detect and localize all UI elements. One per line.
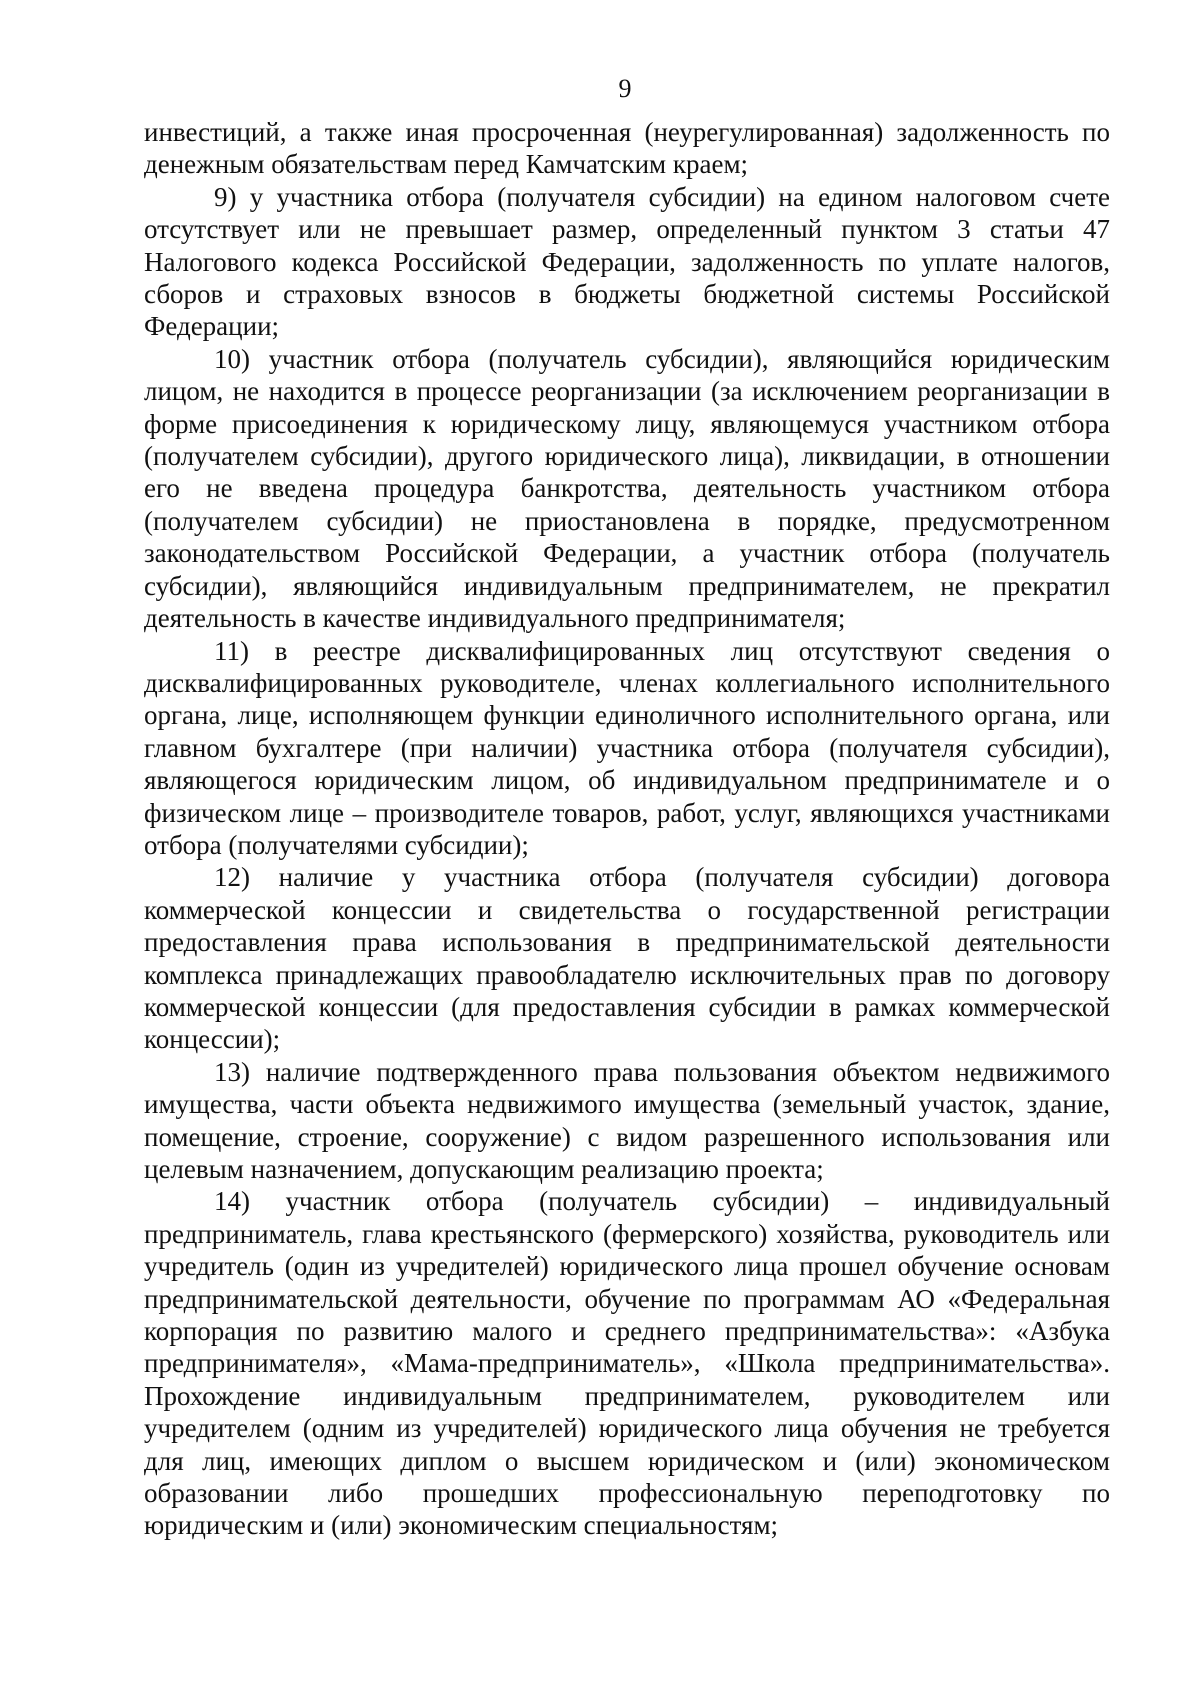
paragraph-item-9: 9) у участника отбора (получателя субсидии) на едином налоговом счете отсутствует или не превышает размер, определенный пунктом 3 статьи 47 Налогового кодекса Российской Федерации, задолженность по уплате налогов, сборов и страховых взносов в бюджеты бюджетной системы Российской Федерации; [144, 181, 1110, 342]
document-body [144, 116, 1110, 1542]
page-number: 9 [618, 74, 632, 103]
paragraph-item-10: 10) участник отбора (получатель субсидии), являющийся юридическим лицом, не находится в процессе реорганизации (за исключением реорганизации в форме присоединения к юридическому лицу, являющемуся участником отбора (получателем субсидии), другого юридического лица), ликвидации, в отношении его не введена процедура банкротства, деятельность участником отбора (получателем субсидии) не приостановлена в порядке, предусмотренном законодательством Российской Федерации, а участник отбора (получатель субсидии), являющийся индивидуальным предпринимателем, не прекратил деятельность в качестве индивидуального предпринимателя; [144, 343, 1110, 634]
paragraph-item-12: 12) наличие у участника отбора (получателя субсидии) договора коммерческой концессии и свидетельства о государственной регистрации предоставления права использования в предпринимательской деятельности комплекса принадлежащих правообладателю исключительных прав по договору коммерческой концессии (для предоставления субсидии в рамках коммерческой концессии); [144, 862, 1110, 1055]
paragraph-item-14: 14) участник отбора (получатель субсидии) – индивидуальный предприниматель, глава крестьянского (фермерского) хозяйства, руководитель или учредитель (один из учредителей) юридического лица прошел обучение основам предпринимательской деятельности, обучение по программам АО «Федеральная корпорация по развитию малого и среднего предпринимательства»: «Азбука предпринимателя», «Мама-предприниматель», «Школа предпринимательства». Прохождение индивидуальным предпринимателем, руководителем или учредителем (одним из учредителей) юридического лица обучения не требуется для лиц, имеющих диплом о высшем юридическом и (или) экономическом образовании либо прошедших профессиональную переподготовку по юридическим и (или) экономическим специальностям; [144, 1186, 1110, 1541]
paragraph-item-13: 13) наличие подтвержденного права пользования объектом недвижимого имущества, части объекта недвижимого имущества (земельный участок, здание, помещение, строение, сооружение) с видом разрешенного использования или целевым назначением, допускающим реализацию проекта; [144, 1056, 1110, 1184]
paragraph-item-11: 11) в реестре дисквалифицированных лиц отсутствуют сведения о дисквалифицированных руководителе, членах коллегиального исполнительного органа, лице, исполняющем функции единоличного исполнительного органа, или главном бухгалтере (при наличии) участника отбора (получателя субсидии), являющегося юридическим лицом, об индивидуальном предпринимателе и о физическом лице – производителе товаров, работ, услуг, являющихся участниками отбора (получателями субсидии); [144, 635, 1110, 860]
paragraph-continuation: инвестиций, а также иная просроченная (неурегулированная) задолженность по денежным обязательствам перед Камчатским краем; [144, 117, 1110, 180]
